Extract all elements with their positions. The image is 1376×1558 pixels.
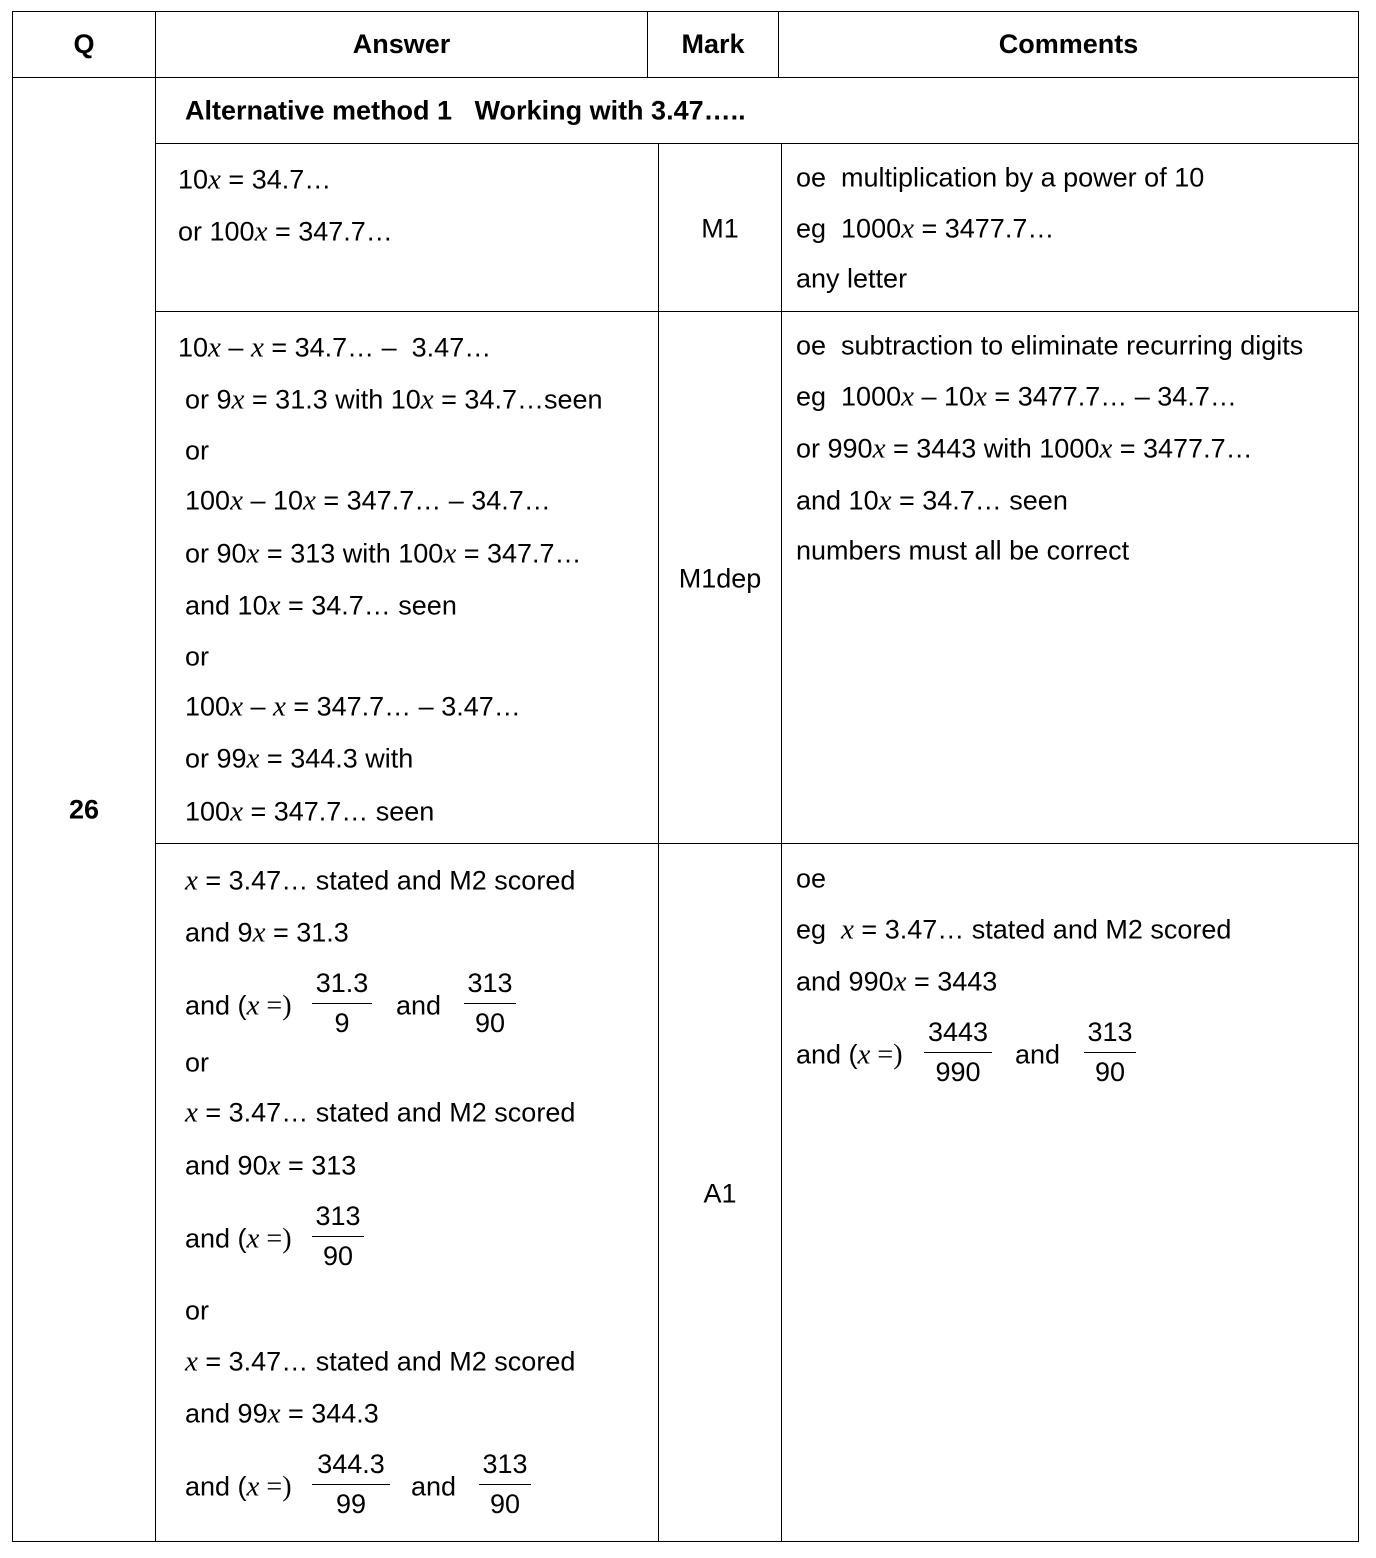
row3-answer-line3: and (x =) [185,989,292,1022]
rule-bottom [12,1541,1359,1542]
row3-answer-or-2: or [185,1295,210,1326]
row2-mark: M1dep [678,563,762,594]
row3-comment-line3: and 990x = 3443 [796,965,998,998]
row2-comment-line1: oe subtraction to eliminate recurring digits [796,330,1304,361]
row3-comment-line4: and (x =) [796,1038,903,1071]
row3-answer-stated-2: x = 3.47… stated and M2 scored [185,1096,576,1129]
row3-answer-line2: and 9x = 31.3 [185,916,349,949]
alternative-method-title: Alternative method 1 Working with 3.47….. [185,95,746,126]
rule-row2-bottom [155,843,1359,844]
rule-alt-bottom [155,143,1359,144]
row3-mark: A1 [703,1178,737,1209]
row3-answer-stated-1: x = 3.47… stated and M2 scored [185,864,576,897]
row2-answer-line6: and 10x = 34.7… seen [185,589,457,622]
row2-answer-line4: 100x – 10x = 347.7… – 34.7… [185,484,551,517]
row2-answer-line7: or [185,641,210,672]
row1-answer-line1: 10x = 34.7… [178,163,332,196]
row2-answer-line5: or 90x = 313 with 100x = 347.7… [185,537,582,570]
row2-comment-line3: or 990x = 3443 with 1000x = 3477.7… [796,432,1253,465]
row2-answer-line2: or 9x = 31.3 with 10x = 34.7…seen [185,383,603,416]
fraction-31-3-over-9: 31.3 9 [312,970,372,1037]
row2-answer-line8: 100x – x = 347.7… – 3.47… [185,690,521,723]
row3-answer-stated-3: x = 3.47… stated and M2 scored [185,1345,576,1378]
row2-comment-line4: and 10x = 34.7… seen [796,484,1068,517]
rule-right [1358,11,1359,1542]
row3-comment-line1: oe [796,863,827,894]
row3-comment-and: and [1015,1039,1061,1070]
row3-answer-and-1: and [396,990,442,1021]
rule-mark-right [781,143,782,1542]
row1-comment-line1: oe multiplication by a power of 10 [796,162,1205,193]
fraction-313-over-90-d: 313 90 [1084,1019,1136,1086]
header-q: Q [73,28,95,59]
row2-comment-line5: numbers must all be correct [796,535,1130,566]
row1-answer-line2: or 100x = 347.7… [178,215,393,248]
header-mark: Mark [681,28,745,59]
row1-mark: M1 [701,213,739,244]
row1-comment-line2: eg 1000x = 3477.7… [796,212,1055,245]
row2-answer-line3: or [185,435,210,466]
fraction-313-over-90-b: 313 90 [312,1203,364,1270]
rule-q-right [155,11,156,1542]
row3-comment-line2: eg x = 3.47… stated and M2 scored [796,913,1232,946]
fraction-313-over-90-c: 313 90 [479,1451,531,1518]
row1-comment-line3: any letter [796,263,908,294]
row2-answer-line1: 10x – x = 34.7… – 3.47… [178,331,492,364]
row3-answer-or-1: or [185,1047,210,1078]
row2-answer-line9: or 99x = 344.3 with [185,742,414,775]
rule-left [12,11,13,1542]
header-comments: Comments [998,28,1139,59]
row3-answer-line10: and 99x = 344.3 [185,1397,379,1430]
question-number: 26 [68,794,100,825]
row3-answer-line7: and (x =) [185,1222,292,1255]
rule-row1-bottom [155,311,1359,312]
fraction-344-3-over-99: 344.3 99 [312,1451,390,1518]
header-answer: Answer [352,28,451,59]
row3-answer-and-3: and [411,1471,457,1502]
row3-answer-line6: and 90x = 313 [185,1149,357,1182]
fraction-313-over-90-a: 313 90 [464,970,516,1037]
row2-comment-line2: eg 1000x – 10x = 3477.7… – 34.7… [796,380,1237,413]
rule-header-bottom [12,77,1359,78]
row2-answer-line10: 100x = 347.7… seen [185,795,435,828]
row3-answer-line11: and (x =) [185,1470,292,1503]
rule-mark-left [658,143,659,1542]
fraction-3443-over-990: 3443 990 [924,1019,992,1086]
